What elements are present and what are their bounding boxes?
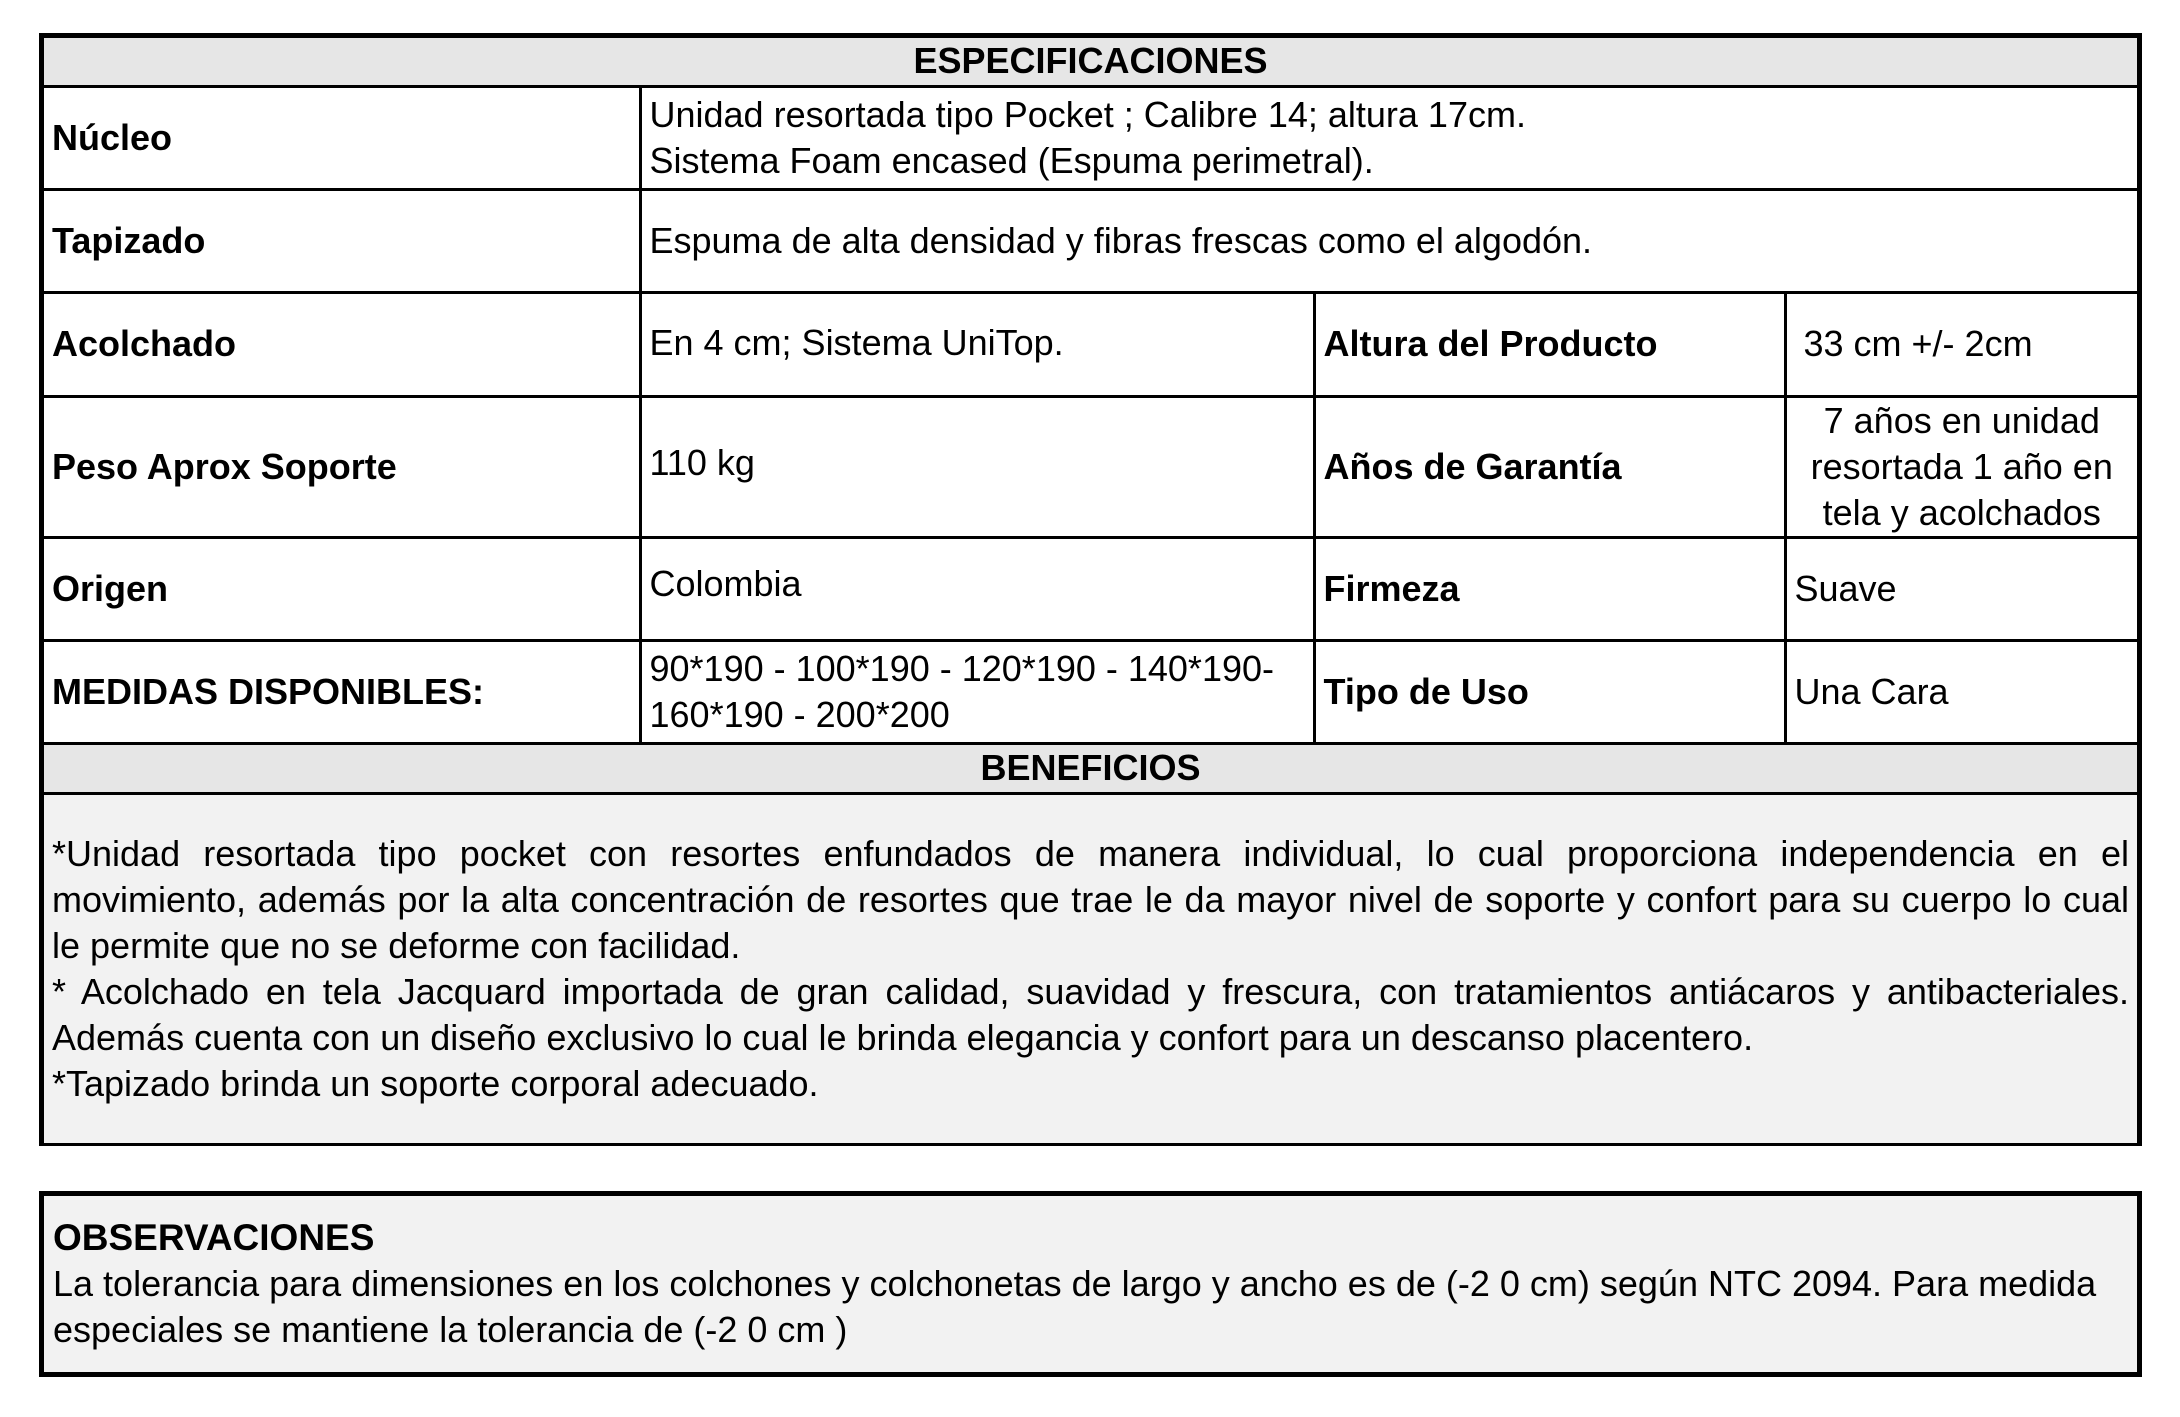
altura-value: 33 cm +/- 2cm: [1785, 292, 2137, 396]
tipo-uso-value: Una Cara: [1785, 640, 2137, 743]
medidas-label: MEDIDAS DISPONIBLES:: [44, 640, 640, 743]
specifications-title: ESPECIFICACIONES: [44, 38, 2137, 86]
specifications-table: [44, 38, 2137, 1143]
acolchado-value: En 4 cm; Sistema UniTop.: [640, 292, 1314, 396]
medidas-line: 160*190 - 200*200: [649, 693, 950, 735]
nucleo-value: [640, 86, 2137, 189]
medidas-line: 90*190 - 100*190 - 120*190 - 140*190-: [649, 647, 1274, 689]
garantia-line: 7 años en unidad: [1823, 399, 2100, 441]
benefits-title: BENEFICIOS: [44, 743, 2137, 793]
garantia-line: tela y acolchados: [1822, 491, 2101, 533]
origen-value: Colombia: [640, 537, 1314, 640]
peso-label: Peso Aprox Soporte: [44, 396, 640, 537]
tapizado-value: Espuma de alta densidad y fibras frescas como el algodón.: [640, 189, 2137, 292]
nucleo-line: Unidad resortada tipo Pocket ; Calibre 14; altura 17cm.: [649, 93, 1526, 135]
peso-value: 110 kg: [640, 396, 1314, 537]
nucleo-line: Sistema Foam encased (Espuma perimetral).: [649, 139, 1374, 181]
benefit-paragraph: *Unidad resortada tipo pocket con resortes enfundados de manera individual, lo cual proporciona independencia en el movimiento, además por la alta concentración de resortes que trae le da mayor nivel de soporte y confort para su cuerpo lo cual le permite que no se deforme con facilidad.: [52, 832, 2129, 966]
origen-label: Origen: [44, 537, 640, 640]
firmeza-value: Suave: [1785, 537, 2137, 640]
observations-title: OBSERVACIONES: [53, 1217, 375, 1258]
firmeza-label: Firmeza: [1314, 537, 1785, 640]
garantia-label: Años de Garantía: [1314, 396, 1785, 537]
benefit-paragraph: *Tapizado brinda un soporte corporal adecuado.: [52, 1062, 819, 1104]
specifications-box: [39, 33, 2142, 1146]
acolchado-label: Acolchado: [44, 292, 640, 396]
observations-box: [39, 1191, 2142, 1377]
garantia-value: [1785, 396, 2137, 537]
tapizado-label: Tapizado: [44, 189, 640, 292]
garantia-line: resortada 1 año en: [1810, 445, 2113, 487]
nucleo-label: Núcleo: [44, 86, 640, 189]
benefit-paragraph: * Acolchado en tela Jacquard importada de gran calidad, suavidad y frescura, con tratamientos antiácaros y antibacteriales. Además cuenta con un diseño exclusivo lo cual le brinda elegancia y confort para un descanso placentero.: [52, 970, 2129, 1058]
benefits-text: [44, 793, 2137, 1143]
altura-label: Altura del Producto: [1314, 292, 1785, 396]
observations-text: La tolerancia para dimensiones en los colchones y colchonetas de largo y ancho es de (-2 0 cm) según NTC 2094. Para medida especiales se mantiene la tolerancia de (-2 0 cm ): [53, 1263, 2097, 1350]
tipo-uso-label: Tipo de Uso: [1314, 640, 1785, 743]
medidas-value: [640, 640, 1314, 743]
